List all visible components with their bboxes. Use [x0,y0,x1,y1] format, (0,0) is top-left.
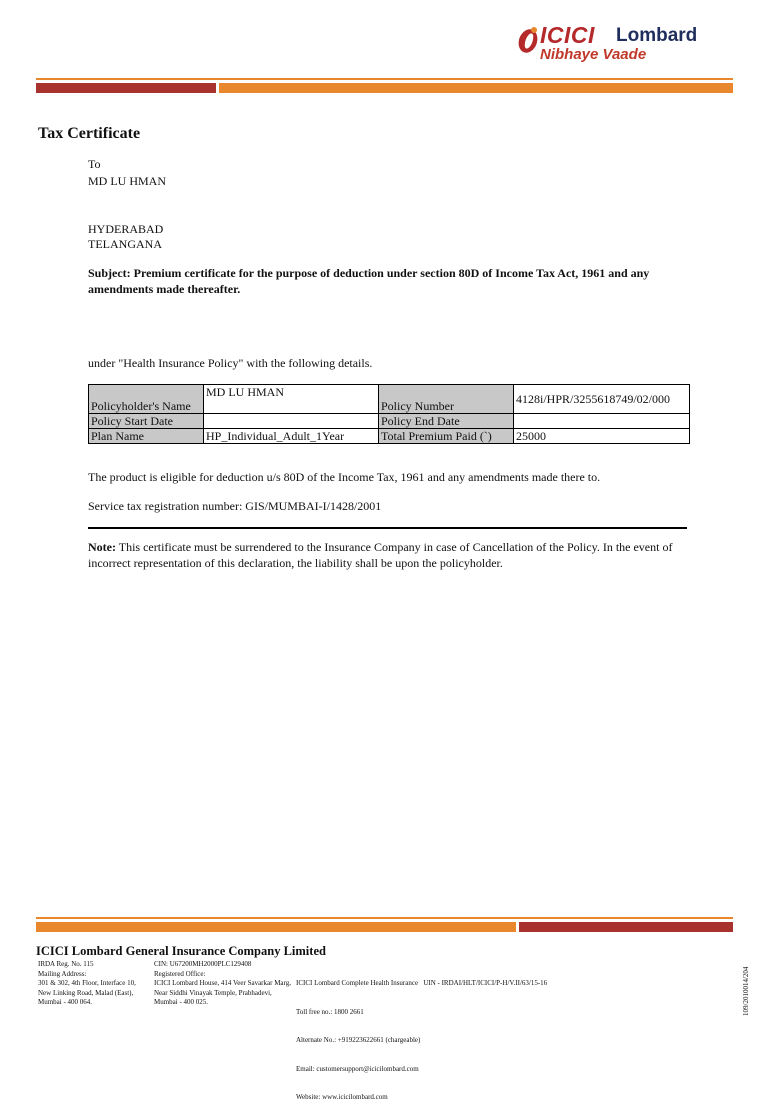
recipient-name: MD LU HMAN [88,174,166,188]
footer-col-3 [296,960,736,1112]
service-tax-text: Service tax registration number: GIS/MUMBAI-I/1428/2001 [88,499,382,513]
company-logo [516,22,716,64]
divider [88,527,687,529]
logo-tagline: Nibhaye Vaade [540,46,647,63]
policy-start-date-value [204,414,379,429]
policyholder-name-value: MD LU HMAN [204,385,379,414]
policy-end-date-value [514,414,690,429]
subject-line: Subject: Premium certificate for the purpose of deduction under section 80D of Income Tax Act, 1961 and any amendments made thereafter. [88,266,650,296]
total-premium-label: Total Premium Paid (`) [379,429,514,444]
to-label: To [88,157,101,171]
footer-col-2 [154,960,299,1008]
bottom-stripe [36,917,733,933]
footer-line: IRDA Reg. No. 115 [38,960,94,968]
policyholder-name-label: Policyholder's Name [89,385,204,414]
note-paragraph [88,539,688,571]
footer-line: Registered Office: [154,969,206,978]
policy-details-table [88,384,690,444]
plan-name-label: Plan Name [89,429,204,444]
page-title: Tax Certificate [38,125,141,142]
total-premium-value: 25000 [514,429,690,444]
top-stripe [36,78,733,94]
footer-line: ICICI Lombard House, 414 Veer Savarkar Marg, [154,979,291,987]
company-name: ICICI Lombard General Insurance Company Limited [36,944,326,958]
footer-line: Mumbai - 400 025. [154,998,209,1006]
plan-name-value: HP_Individual_Adult_1Year [204,429,379,444]
table-row [89,429,690,444]
footer-line: Mailing Address: [38,969,87,978]
footer-line: Near Siddhi Vinayak Temple, Prabhadevi, [154,988,272,997]
footer-line: ICICI Lombard Complete Health Insurance UIN - IRDAI/HLT/ICICI/P-H/V.II/63/15-16 [296,979,548,987]
footer-col-1 [38,960,153,1008]
intro-text: under "Health Insurance Policy" with the following details. [88,356,373,370]
side-reference-code: 109/2010014/204 [742,966,750,1016]
footer-line: Website: www.icicilombard.com [296,1093,388,1101]
policy-number-value: 4128i/HPR/3255618749/02/000 [514,385,690,414]
footer-line: Email: customersupport@icicilombard.com [296,1064,419,1073]
policy-start-date-label: Policy Start Date [89,414,204,429]
recipient-state: TELANGANA [88,237,162,251]
logo-mark-icon [516,26,540,54]
table-row [89,385,690,414]
table-row [89,414,690,429]
footer-line: CIN: U67200MH2000PLC129408 [154,960,252,968]
footer-line: Toll free no.: 1800 2661 [296,1007,364,1016]
policy-end-date-label: Policy End Date [379,414,514,429]
policy-number-label: Policy Number [379,385,514,414]
footer-line: Mumbai - 400 064. [38,998,93,1006]
recipient-city: HYDERABAD [88,222,164,236]
eligibility-text: The product is eligible for deduction u/s 80D of the Income Tax, 1961 and any amendments made there to. [88,470,601,484]
logo-lombard-text: Lombard [616,25,698,46]
footer-line: New Linking Road, Malad (East), [38,988,134,997]
footer-line: 301 & 302, 4th Floor, Interface 10, [38,979,136,987]
footer-line: Alternate No.: +919223622661 (chargeable) [296,1036,421,1044]
note-text: This certificate must be surrendered to the Insurance Company in case of Cancellation of the Policy. In the event of incorrect representation of this declaration, the liability shall be upon the policyholder. [88,540,673,570]
logo-icici-text: ICICI [540,22,595,48]
note-label: Note: [88,540,116,554]
